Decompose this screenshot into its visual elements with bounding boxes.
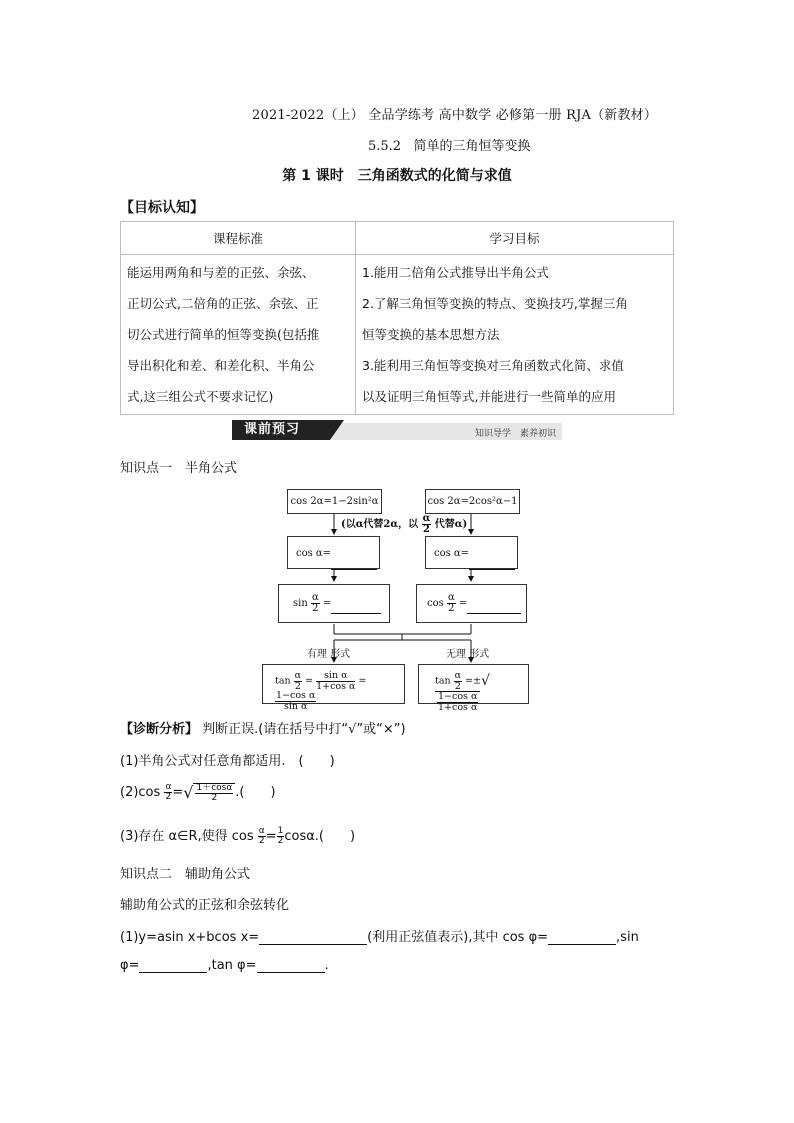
cos-alpha-label: cos α= xyxy=(434,548,470,559)
question-3-lead: (3)存在 α∈R,使得 cos xyxy=(120,829,254,844)
rational-form-label xyxy=(307,645,350,660)
standard-line: 导出积化和差、和差化积、半角公 xyxy=(127,358,315,373)
sin-over-one-plus-cos xyxy=(316,671,355,691)
answer-blank[interactable] xyxy=(259,930,367,945)
standard-line: 式,这三组公式不要求记忆) xyxy=(127,389,274,404)
diagnosis-label: 【诊断分析】 xyxy=(120,722,199,737)
alpha-half-fraction xyxy=(422,514,432,535)
fraction-numerator: α xyxy=(447,592,455,603)
tan-half-rational-box xyxy=(262,664,405,712)
diagnosis-heading xyxy=(120,718,406,737)
replace-note xyxy=(341,514,467,535)
fraction-denominator: sin α xyxy=(283,700,308,712)
answer-blank[interactable] xyxy=(257,958,325,973)
fraction-numerator: α xyxy=(258,826,265,836)
fraction-numerator: 1−cos α xyxy=(276,690,316,701)
fraction-denominator: 2 xyxy=(277,836,284,846)
answer-blank[interactable] xyxy=(467,597,521,614)
cos-label: cos xyxy=(427,598,444,609)
lesson-title: 第 1 课时 三角函数式的化简与求值 xyxy=(282,168,512,184)
banner-tag: 知识导学 素养初识 xyxy=(474,429,556,439)
kp2-line-2 xyxy=(120,958,329,973)
equals-sign: = xyxy=(265,829,277,844)
fraction-denominator: 2 xyxy=(422,524,430,535)
alpha-half-fraction xyxy=(258,827,266,846)
cos-ratio-fraction xyxy=(435,691,480,712)
diagnosis-instruction: 判断正误.(请在括号中打“√”或“×”) xyxy=(202,722,406,737)
fraction-denominator: 2 xyxy=(165,792,172,802)
standard-line: 能运用两角和与差的正弦、余弦、 xyxy=(127,265,315,280)
equals-sign: = xyxy=(322,598,332,609)
question-1: (1)半角公式对任意角都适用. ( ) xyxy=(120,754,335,769)
cos-alpha-box-left xyxy=(287,536,380,569)
standard-line: 切公式进行简单的恒等变换(包括推 xyxy=(127,327,320,342)
objective-line: 3.能利用三角恒等变换对三角函数式化简、求值 xyxy=(362,358,624,373)
sin-label: sin xyxy=(293,598,308,609)
fraction-denominator: 2 xyxy=(211,792,218,803)
equals-sign: = xyxy=(305,675,314,687)
banner-title: 课前预习 xyxy=(232,420,330,440)
standard-line: 正切公式,二倍角的正弦、余弦、正 xyxy=(127,296,319,311)
kp2-subtitle: 辅助角公式的正弦和余弦转化 xyxy=(120,898,290,913)
radicand-fraction xyxy=(193,783,235,803)
rational-word: 有理 xyxy=(307,649,327,660)
alpha-half-fraction xyxy=(311,593,320,614)
question-3 xyxy=(120,825,355,846)
kp2-title: 知识点二 辅助角公式 xyxy=(120,867,251,882)
sin-half-box xyxy=(278,584,390,623)
fraction-numerator: α xyxy=(294,670,302,681)
objective-line: 恒等变换的基本思想方法 xyxy=(362,327,500,342)
equals-sign: = xyxy=(358,675,367,687)
replace-note-a: (以α代替2α，以 xyxy=(341,519,419,530)
question-3-tail: cosα.( ) xyxy=(284,829,356,844)
fraction-numerator: 1＋cosα xyxy=(196,782,233,793)
header-standard: 课程标准 xyxy=(121,222,356,255)
tan-label: tan xyxy=(435,675,451,687)
formula-middle: ,tan φ= xyxy=(207,958,257,973)
fraction-numerator: 1−cos α xyxy=(438,691,478,702)
kp1-title: 知识点一 半角公式 xyxy=(120,461,238,476)
irrational-form-label xyxy=(446,645,489,660)
fraction-denominator: 1+cos α xyxy=(438,701,478,713)
fraction-denominator: 2 xyxy=(312,603,319,614)
fraction-numerator: 1 xyxy=(277,826,284,836)
fraction-denominator: 2 xyxy=(294,680,301,692)
objective-line: 以及证明三角恒等式,并能进行一些简单的应用 xyxy=(362,389,616,404)
cos-alpha-label: cos α= xyxy=(296,548,332,559)
formula-lead: φ= xyxy=(120,958,140,973)
fraction-numerator: α xyxy=(311,592,319,603)
answer-blank[interactable] xyxy=(139,958,207,973)
objective-line: 2.了解三角恒等变换的特点、变换技巧,掌握三角 xyxy=(362,296,628,311)
fraction-denominator: 2 xyxy=(448,603,455,614)
question-2-tail: .( ) xyxy=(235,785,276,800)
formula-tail: ,sin xyxy=(616,930,639,945)
sqrt-icon: √ xyxy=(481,673,490,689)
section-number: 5.5.2 xyxy=(368,139,402,154)
goals-label: 【目标认知】 xyxy=(120,200,204,216)
section-name: 简单的三角恒等变换 xyxy=(413,139,531,154)
form-word: 形式 xyxy=(469,649,490,660)
cos-half-box xyxy=(416,584,527,623)
question-2-lead: (2)cos xyxy=(120,785,161,800)
fraction-numerator: α xyxy=(422,513,431,524)
plus-minus-sign: =± xyxy=(465,675,482,687)
equals-sign: = xyxy=(458,598,468,609)
header-objectives: 学习目标 xyxy=(356,222,674,255)
answer-blank[interactable] xyxy=(469,549,515,570)
replace-note-b: 代替α) xyxy=(434,519,468,530)
irrational-word: 无理 xyxy=(446,649,466,660)
form-word: 形式 xyxy=(330,649,351,660)
tan-half-irrational-box xyxy=(418,664,529,713)
answer-blank[interactable] xyxy=(548,930,616,945)
fraction-denominator: 1+cos α xyxy=(316,680,356,692)
one-minus-cos-over-sin xyxy=(275,691,316,711)
equals-sign: = xyxy=(172,785,184,800)
question-2 xyxy=(120,781,276,803)
sqrt-icon: √ xyxy=(183,783,194,802)
fraction-numerator: α xyxy=(454,670,462,681)
formula-box-top-right: cos 2α=2cos²α−1 xyxy=(425,489,520,514)
answer-blank[interactable] xyxy=(331,549,377,570)
formula-lead: (1)y=asin x+bcos x= xyxy=(120,930,260,945)
alpha-half-fraction xyxy=(447,593,456,614)
answer-blank[interactable] xyxy=(331,597,381,614)
objective-line: 1.能用二倍角公式推导出半角公式 xyxy=(362,265,549,280)
fraction-denominator: 2 xyxy=(454,680,461,692)
fraction-denominator: 2 xyxy=(258,836,265,846)
formula-box-top-left: cos 2α=1−2sin²α xyxy=(287,489,382,514)
cos-alpha-box-right xyxy=(425,536,518,569)
alpha-half-fraction xyxy=(454,671,462,691)
alpha-half-fraction xyxy=(294,671,302,691)
tan-label: tan xyxy=(275,675,291,687)
fraction-numerator: sin α xyxy=(316,671,355,682)
formula-tail: . xyxy=(324,958,329,973)
formula-middle: (利用正弦值表示),其中 cos φ= xyxy=(367,930,549,945)
kp2-line-1 xyxy=(120,926,639,945)
document-header: 2021-2022（上） 全品学练考 高中数学 必修第一册 RJA（新教材） xyxy=(252,108,658,123)
fraction-numerator: α xyxy=(165,782,172,792)
